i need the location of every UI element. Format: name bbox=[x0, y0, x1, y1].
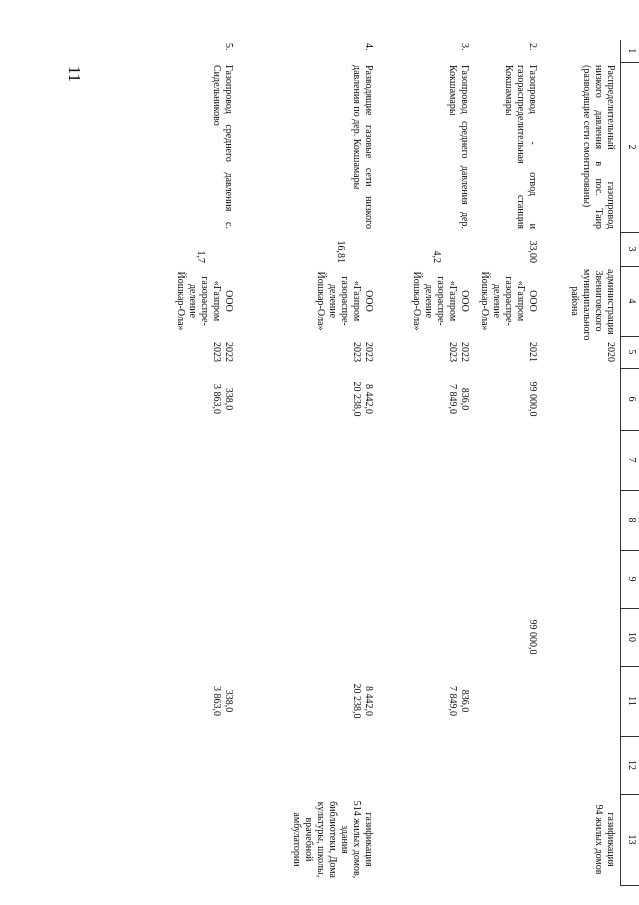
col12-values bbox=[474, 736, 542, 794]
executor bbox=[142, 266, 238, 336]
executor-line: деление bbox=[327, 283, 338, 319]
row-number: 5. bbox=[223, 43, 234, 51]
executor-line: Йошкар-Ола» bbox=[175, 271, 186, 331]
column-header-1: 1 bbox=[621, 40, 639, 62]
length-value: 4,2 bbox=[431, 250, 442, 263]
object-name: Газопровод среднего давления с. Сидельниково bbox=[211, 65, 234, 229]
row-number: 2. bbox=[527, 43, 538, 51]
amount: 7 849,0 bbox=[447, 686, 458, 716]
result-note bbox=[238, 794, 378, 885]
amount: 836,0 bbox=[459, 387, 470, 411]
col9-values bbox=[142, 550, 238, 608]
column-header-3: 3 bbox=[621, 232, 639, 266]
col9-values bbox=[378, 550, 474, 608]
column-header-11: 11 bbox=[621, 666, 639, 736]
row-number: 4. bbox=[363, 43, 374, 51]
length-value bbox=[542, 232, 621, 266]
year: 2023 bbox=[447, 342, 458, 362]
executor-line: деление bbox=[423, 283, 434, 319]
year: 2022 bbox=[459, 342, 470, 362]
program-table bbox=[142, 40, 639, 886]
object-name: Разводящие газовые сети низкого давления по дер. Кокшамары bbox=[351, 65, 374, 229]
note-line: 94 жилых домов bbox=[593, 804, 604, 875]
executor-line: Йошкар-Ола» bbox=[411, 271, 422, 331]
note-line: 514 жилых домов, bbox=[351, 800, 362, 879]
year: 2023 bbox=[211, 342, 222, 362]
amount: 338,0 bbox=[223, 689, 234, 713]
col8-values bbox=[474, 490, 542, 550]
column-header-10: 10 bbox=[621, 608, 639, 666]
col6-values bbox=[238, 368, 378, 430]
col9-values bbox=[474, 550, 542, 608]
years bbox=[474, 336, 542, 368]
col8-values bbox=[142, 490, 238, 550]
column-header-12: 12 bbox=[621, 736, 639, 794]
object-name: Газопровод - отвод и газораспределительная станция Кокшамары bbox=[503, 65, 538, 229]
object-name: Газопровод среднего давления дер. Кокшамары bbox=[447, 65, 470, 229]
result-note bbox=[542, 794, 621, 885]
year: 2020 bbox=[605, 342, 616, 362]
amount: 338,0 bbox=[223, 387, 234, 411]
executor-line: газораспре- bbox=[199, 276, 210, 326]
amount: 99 000,0 bbox=[527, 381, 538, 417]
col7-values bbox=[142, 430, 238, 490]
length-value: 33,00 bbox=[527, 240, 538, 263]
column-header-13: 13 bbox=[621, 794, 639, 885]
note-line: газификация bbox=[605, 812, 616, 867]
result-note bbox=[142, 794, 238, 885]
col10-values bbox=[238, 608, 378, 666]
row-number: 3. bbox=[459, 43, 470, 51]
result-note bbox=[378, 794, 474, 885]
col7-values bbox=[542, 430, 621, 490]
executor-line: администрация bbox=[605, 269, 616, 335]
rotated-table-container bbox=[105, 40, 639, 885]
amount: 7 849,0 bbox=[447, 384, 458, 414]
executor-line: газораспре- bbox=[339, 276, 350, 326]
years bbox=[142, 336, 238, 368]
column-header-2: 2 bbox=[621, 62, 639, 232]
amount: 8 442,0 bbox=[363, 686, 374, 716]
year: 2021 bbox=[527, 342, 538, 362]
col6-values bbox=[142, 368, 238, 430]
col8-values bbox=[542, 490, 621, 550]
executor bbox=[378, 266, 474, 336]
column-header-4: 4 bbox=[621, 266, 639, 336]
note-line: библиотеки, Дома bbox=[327, 801, 338, 878]
executor-line: ООО «Газпром bbox=[351, 280, 374, 322]
executor-line: ООО «Газпром bbox=[447, 280, 470, 322]
amount: 99 000,0 bbox=[527, 619, 538, 655]
col8-values bbox=[238, 490, 378, 550]
length-value: 1,7 bbox=[195, 250, 206, 263]
col11-values bbox=[378, 666, 474, 736]
col11-values bbox=[238, 666, 378, 736]
col12-values bbox=[238, 736, 378, 794]
amount: 3 863,0 bbox=[211, 384, 222, 414]
executor-line: газораспре- bbox=[435, 276, 446, 326]
note-line: газификация bbox=[363, 812, 374, 867]
col10-values bbox=[142, 608, 238, 666]
note-line: культуры, школы, bbox=[315, 801, 326, 878]
column-header-8: 8 bbox=[621, 490, 639, 550]
object-name: Распределительный газопровод низкого давления в пос. Таир (разводящие сети смонтированы) bbox=[581, 65, 616, 229]
note-line: здания bbox=[339, 825, 350, 854]
amount: 8 442,0 bbox=[363, 384, 374, 414]
table-row bbox=[238, 40, 378, 885]
executor-line: газораспре- bbox=[503, 276, 514, 326]
column-header-7: 7 bbox=[621, 430, 639, 490]
column-header-5: 5 bbox=[621, 336, 639, 368]
executor bbox=[474, 266, 542, 336]
executor-line: ООО «Газпром bbox=[515, 280, 538, 322]
table-row bbox=[542, 40, 621, 885]
executor-line: Звениговского bbox=[593, 270, 604, 332]
col12-values bbox=[542, 736, 621, 794]
executor-line: района bbox=[569, 286, 580, 316]
col6-values bbox=[378, 368, 474, 430]
column-header-6: 6 bbox=[621, 368, 639, 430]
table-row bbox=[474, 40, 542, 885]
table-row bbox=[142, 40, 238, 885]
col6-values bbox=[542, 368, 621, 430]
col7-values bbox=[238, 430, 378, 490]
note-line: врачебной bbox=[303, 817, 314, 862]
amount: 836,0 bbox=[459, 689, 470, 713]
year: 2023 bbox=[351, 342, 362, 362]
col9-values bbox=[542, 550, 621, 608]
executor bbox=[238, 266, 378, 336]
col10-values bbox=[378, 608, 474, 666]
col10-values bbox=[474, 608, 542, 666]
note-line: амбулатории bbox=[291, 812, 302, 867]
years bbox=[238, 336, 378, 368]
executor-line: муниципального bbox=[581, 269, 592, 341]
executor-line: деление bbox=[187, 283, 198, 319]
year: 2022 bbox=[223, 342, 234, 362]
col8-values bbox=[378, 490, 474, 550]
col6-values bbox=[474, 368, 542, 430]
years bbox=[378, 336, 474, 368]
col11-values bbox=[142, 666, 238, 736]
page-number: 11 bbox=[65, 65, 85, 83]
col7-values bbox=[474, 430, 542, 490]
executor bbox=[542, 266, 621, 341]
amount: 3 863,0 bbox=[211, 686, 222, 716]
col10-values bbox=[542, 608, 621, 666]
row-number bbox=[542, 40, 621, 62]
result-note bbox=[474, 794, 542, 885]
amount: 20 238,0 bbox=[351, 381, 362, 417]
col7-values bbox=[378, 430, 474, 490]
year: 2022 bbox=[363, 342, 374, 362]
column-header-9: 9 bbox=[621, 550, 639, 608]
column-number-row bbox=[621, 40, 639, 885]
col11-values bbox=[474, 666, 542, 736]
executor-line: деление bbox=[491, 283, 502, 319]
executor-line: Йошкар-Ола» bbox=[479, 271, 490, 331]
col9-values bbox=[238, 550, 378, 608]
table-row bbox=[378, 40, 474, 885]
years bbox=[542, 336, 621, 368]
col11-values bbox=[542, 666, 621, 736]
col12-values bbox=[142, 736, 238, 794]
amount: 20 238,0 bbox=[351, 683, 362, 719]
executor-line: Йошкар-Ола» bbox=[315, 271, 326, 331]
executor-line: ООО «Газпром bbox=[211, 280, 234, 322]
col12-values bbox=[378, 736, 474, 794]
length-value: 16,81 bbox=[335, 240, 346, 263]
